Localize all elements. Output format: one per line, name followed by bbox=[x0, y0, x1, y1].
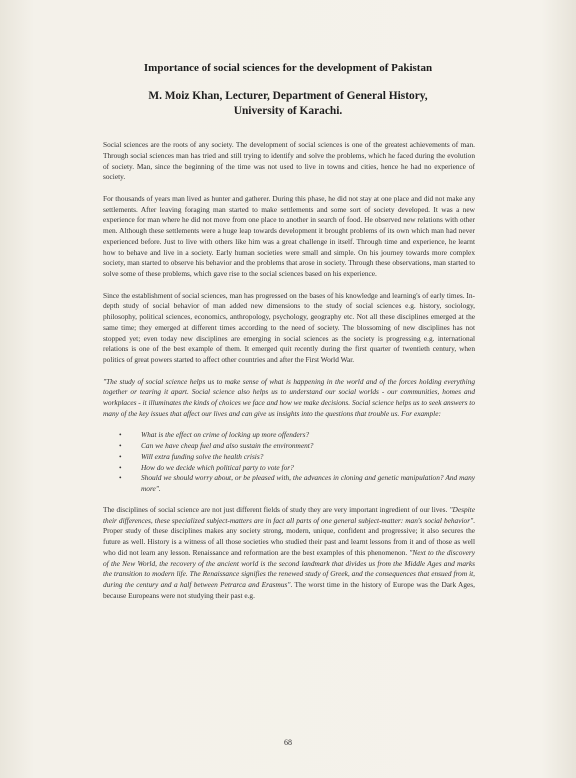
list-item bbox=[117, 473, 475, 495]
bullet-icon: • bbox=[119, 430, 122, 440]
list-item-text: Can we have cheap fuel and also sustain the environment? bbox=[141, 441, 314, 450]
article-body bbox=[103, 140, 475, 612]
text-run: . The worst time in the history of Europe was the Dark Ages, because Europeans were not studying their past e.g. bbox=[103, 580, 475, 600]
list-item-text: Should we should worry about, or be pleased with, the advances in cloning and genetic manipulation? And many more". bbox=[141, 473, 475, 493]
paragraph-intro: Social sciences are the roots of any society. The development of social sciences is one of the greatest achievements of man. Through social sciences man has tried and still trying to identify and solve the problems, which he faced during the evolution of society. Man, since the beginning of the time was not used to live in towns and cities, hence he had no experience of society. bbox=[103, 140, 475, 182]
list-item bbox=[117, 463, 475, 474]
list-item-text: What is the effect on crime of locking up more offenders? bbox=[141, 430, 310, 440]
bullet-icon: • bbox=[119, 462, 122, 472]
page-number: 68 bbox=[284, 738, 292, 747]
inline-quote: "Next to the discovery of the New World, the recovery of the ancient world is the second landmark that divides us from the Middle Ages and marks the transition to modern life. The Renaissance signifies the renewed study of Greek, and the consequences that ensued from it, during the century and a half between Petrarca and Erasmus" bbox=[103, 547, 476, 589]
block-quote: "The study of social science helps us to make sense of what is happening in the world and of the forces holding everything together or tearing it apart. Social science also helps us to understand our social worlds - our communities, homes and workplaces - it illuminates the kinds of choices we face and how we make decisions. Social science helps us to seek answers to many of the key issues that affect our lives and can give us insights into the questions that trouble us. For example: bbox=[103, 376, 475, 418]
paragraph-hunter-gatherer: For thousands of years man lived as hunter and gatherer. During this phase, he did not stay at one place and did not make any settlements. After leaving foraging man started to make settlements and some sort of society developed. It was a new experience for man where he did not move from one place to another in search of food. He observed new relations with other men. Although these settlements were a huge leap towards development it brought problems of its own which man had never experienced before. Just to live with others like him was a great challenge in itself. Through time and experience, he learnt how to behave and live in a society. Early human societies were small and simple. On his journey towards more complex society, man started to observe his behavior and the problems that arose in society. Through these observations, man started to solve some of these problems, which gave rise to the social sciences based on his experience. bbox=[103, 193, 475, 278]
author-line: M. Moiz Khan, Lecturer, Department of General History, bbox=[148, 90, 428, 102]
list-item bbox=[117, 430, 475, 441]
list-item-text: Will extra funding solve the health crisis? bbox=[141, 451, 264, 461]
affiliation-line: University of Karachi. bbox=[233, 105, 343, 117]
text-run: The disciplines of social science are not just different fields of study they are very important ingredient of our lives. bbox=[103, 504, 450, 514]
bullet-icon: • bbox=[119, 451, 122, 461]
list-item-text: How do we decide which political party to vote for? bbox=[141, 462, 294, 472]
list-item bbox=[117, 452, 475, 463]
text-run: . Proper study of these disciplines makes any society strong, modern, unique, confident and progressive; it also secures the future as well. History is a witness of all those societies who studied their past and learnt lessons from it and of those as well who did not learn any lesson. Renaissance and reformation are the best examples of this phenomenon. bbox=[103, 515, 475, 557]
paragraph-importance bbox=[103, 505, 475, 602]
paragraph-disciplines: Since the establishment of social sciences, man has progressed on the bases of his knowledge and learning's of early times. In-depth study of social behavior of man added new dimensions to the study of social sciences e.g. history, sociology, philosophy, political sciences, economics, anthropology, psychology, geography etc. Not all these disciplines emerged at the same time; they emerged at different times according to the need of society. The blossoming of new disciplines has not stopped yet; even today new disciplines are emerging in social sciences as the society is progressing e.g. international relations is one of the best example of them. It emerged quit recently during the first quarter of twentieth century, when politics of great powers started to affect other countries and after the First World War. bbox=[103, 290, 475, 364]
question-list bbox=[117, 430, 475, 495]
bullet-icon: • bbox=[119, 473, 122, 483]
author-block bbox=[0, 89, 576, 119]
article-title: Importance of social sciences for the development of Pakistan bbox=[143, 62, 433, 74]
bullet-icon: • bbox=[119, 441, 122, 450]
inline-quote: "Despite their differences, these specialized subject-matters are in fact all parts of one general subject-matter: man's social behavior" bbox=[103, 504, 475, 525]
list-item bbox=[117, 441, 475, 452]
